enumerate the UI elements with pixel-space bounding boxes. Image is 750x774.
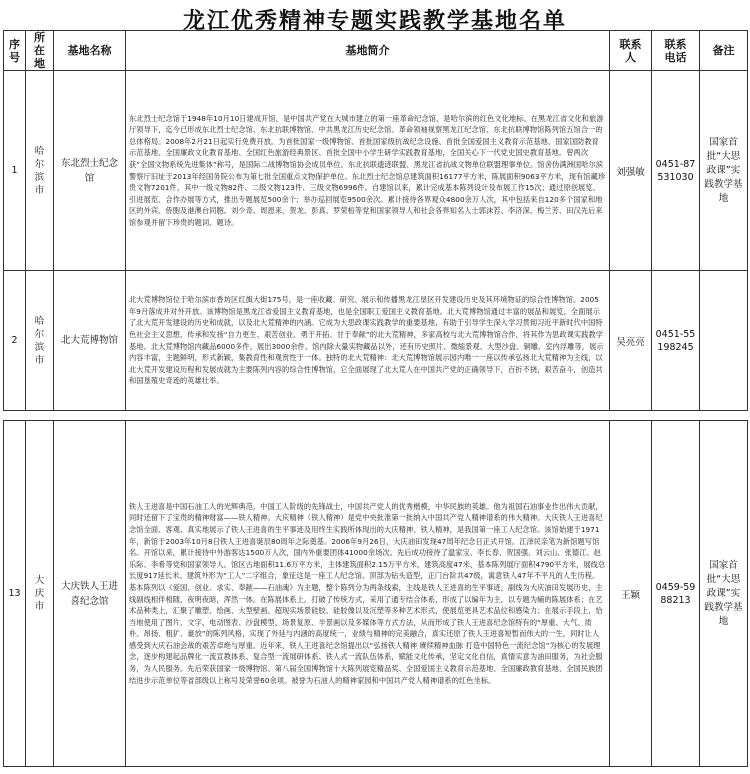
- cell-note: 国家首批“大思政课”实践教学基地: [700, 71, 748, 271]
- base-list-table: [3, 30, 748, 767]
- table-header-row: [4, 31, 748, 71]
- table-row: [4, 71, 748, 271]
- cell-seq: 2: [4, 271, 26, 411]
- header-phone: 联系电话: [652, 31, 700, 71]
- cell-contact: 王颖: [610, 421, 652, 767]
- cell-contact: 刘强敏: [610, 71, 652, 271]
- cell-seq: 13: [4, 421, 26, 767]
- table-gap: [4, 411, 748, 421]
- header-seq: 序号: [4, 31, 26, 71]
- cell-phone: 0451-87531030: [652, 71, 700, 271]
- cell-intro: 北大荒博物馆位于哈尔滨市香坊区红旗大街175号，是一座收藏、研究、展示和传播黑龙江垦区开发建设历史及其环境物证的综合性博物馆。2005年9月落成并对外开放。该博物馆是黑龙江省爱国主义教育基地，也是全国职工爱国主义教育基地。北大荒博物馆通过丰富的展品和展览，全面展示了北大荒开发建设的历史和成就，以及北大荒精神的内涵。它成为大思政课实践教学的重要基地，有助于引导学生深入学习贯彻习近平新时代中国特色社会主义思想，传承和发扬“自力更生、艰苦创业、勇于开拓、甘于奉献”的北大荒精神，多家高校与北大荒博物馆合作，将其作为思政课实践教学基地。北大荒博物馆内藏品6000多件，展出3000余件。馆内除大量实物藏品以外，还有历史照片、微缩景观、大型沙盘、铜雕、室内浮雕等，展示内容丰富，主题鲜明，形式新颖，集教育性和观赏性于一体。独特的北大荒精神：北大荒博物馆展示园内唯一一座以传承弘扬北大荒精神为主线，以北大荒开发建设历程和发展成就为主要陈列内容的综合性博物馆，它全面展现了北大荒人在中国共产党的正确领导下，百折不挠，艰苦奋斗，创造共和国垦殖史奇迹的英雄壮举。: [126, 271, 610, 411]
- cell-phone: 0451-55198245: [652, 271, 700, 411]
- cell-location: 大庆市: [26, 421, 54, 767]
- cell-base-name: 东北烈士纪念馆: [54, 71, 126, 271]
- header-contact: 联系人: [610, 31, 652, 71]
- page-title: 龙江优秀精神专题实践教学基地名单: [182, 8, 567, 34]
- cell-phone: 0459-5988213: [652, 421, 700, 767]
- cell-base-name: 大庆铁人王进喜纪念馆: [54, 421, 126, 767]
- header-base-name: 基地名称: [54, 31, 126, 71]
- cell-contact: 吴亮亮: [610, 271, 652, 411]
- cell-location: 哈尔滨市: [26, 271, 54, 411]
- header-note: 备注: [700, 31, 748, 71]
- cell-intro: 铁人王进喜是中国石油工人的光辉典范，中国工人阶级的先锋战士，中国共产党人的优秀楷模，中华民族的英雄。他为祖国石油事业作出伟大贡献，同时还留下了宝贵的精神财富——铁人精神。大庆精神（铁人精神）是党中央批准第一批纳入中国共产党人精神谱系的伟大精神。大庆铁人王进喜纪念馆全面、客观、真实地展示了铁人王进喜的生平事迹及用终生实践所体现出的大庆精神、铁人精神，是我国第一座工人纪念馆。该馆始建于1971年，新馆于2003年10月8日铁人王进喜诞辰80周年之际奠基。2006年9月26日，大庆油田发现47周年纪念日正式开馆。江泽民亲笔为新馆题写馆名。开馆以来，累计接待中外游客达1500万人次，国内外重要团体41000余场次。先后成功接待了温家宝、李长春、贺国强、刘云山、张德江、赵乐际、李希等党和国家领导人。馆区占地面积11.6万平方米，主体建筑面积2.15万平方米，建筑高度47米，基本陈列展厅面积4790平方米，展线总长度917延长米。建筑外形为“工人”二字组合，象征这是一座工人纪念馆。顶部为钻头造型，正门台阶共47级，寓意铁人47年不平凡的人生历程。基本陈列以《爱国、创业、求实、奉献——石油魂》为主题，整个陈列分为两条线索，主线是铁人王进喜的生平事迹，副线为大庆油田发展历史，主线副线相伴相随，夜明夜暗，浑然一体。在陈展体系上，打破了传统方式，采用了通专结合体系，形成了以编年为主，以专题为辅的陈展体系；在艺术品种类上，汇聚了雕塑、绘画、大型壁画、超现实场景硅胶、硅胶像以及沉塑等多种艺术形式，使展览更具艺术品位和感染力；在展示手段上，恰当地使用了图片、文字、电动图表、沙盘模型、场景复原、半景画以及多媒体等方式方法，从而形成了铁人王进喜纪念馆特有的“厚重、大气、质朴、昂扬、粗犷、豪放”的陈列风格，实现了外延与内涵的高度统一，业绩与精神的完美融合，真实还原了铁人王进喜短暂而伟大的一生，同时让人感受到大庆石油会战的艰苦卓绝与厚重。近年来，铁人王进喜纪念馆提出以“弘扬铁人精神 赓续精神血脉 打造中国特色一流纪念馆”为核心的发展理念，逐步构建起品牌化一流宣教体系、复合型一流展研体系、铁人式一流队伍体系，赋能文化传承，坚定文化自信，真情实意为油田服务，为社会服务，为人民服务。先后荣获国家一级博物馆、第八届全国博物馆十大陈列展览精品奖、全国爱国主义教育示范基地、全国廉政教育基地、全国民族团结进步示范单位等省部级以上称号及荣誉60余项。被誉为石油人的精神家园和中国共产党人精神谱系的红色坐标。: [126, 421, 610, 767]
- cell-seq: 1: [4, 71, 26, 271]
- header-intro: 基地简介: [126, 31, 610, 71]
- cell-note: [700, 271, 748, 411]
- cell-base-name: 北大荒博物馆: [54, 271, 126, 411]
- table-row: [4, 271, 748, 411]
- cell-note: 国家首批“大思政课”实践教学基地: [700, 421, 748, 767]
- cell-location: 哈尔滨市: [26, 71, 54, 271]
- header-location: 所在地: [26, 31, 54, 71]
- cell-intro: 东北烈士纪念馆于1948年10月10日建成开馆，是中国共产党在大城市建立的第一座革命纪念馆，是哈尔滨的红色文化地标。在黑龙江省文化和旅游厅领导下，迄今已形成东北烈士纪念馆、东北抗联博物馆、中共黑龙江历史纪念馆、革命领袖视察黑龙江纪念馆、东北抗联博物馆陈列馆五馆合一的总体格局。2008年2月21日起实行免费开放。为首批国家一级博物馆、首批国家级抗战纪念设施、首批全国爱国主义教育示范基地、国家国防教育示范基地、全国廉政文化教育基地、全国红色旅游经典景区、首批全国中小学生研学实践教育基地，全国关心下一代党史国史教育基地。曾两次获“全国文物系统先进集体”称号，是国际二战博物馆协会成员单位。东北抗联遗迹联盟、黑龙江省抗战文物单位联盟理事单位。馆舍伪满洲国哈尔滨警察厅旧址于2013年经国务院公布为第七批全国重点文物保护单位。东北烈士纪念馆总建筑面积16177平方米，陈展面积9063平方米，现有馆藏珍贵文物7201件，其中一级文物82件、二级文物123件、三级文物6996件。自建馆以来，累计完成基本陈列设计及布展工作15次；通过原创展览、引进展览、合作办展等方式，推出专题展览500余个；举办巡回展览9500余次。累计接待各界观众4800余万人次，其中包括来自120多个国家和地区的外宾、侨胞及港澳台同胞。刘少奇、周恩来、贺龙、彭真、罗荣桓等党和国家领导人和社会各界知名人士郭沫若、李济深、梅兰芳、田汉先后来馆参观并留下珍贵的题词、题诗。: [126, 71, 610, 271]
- table-row: [4, 421, 748, 767]
